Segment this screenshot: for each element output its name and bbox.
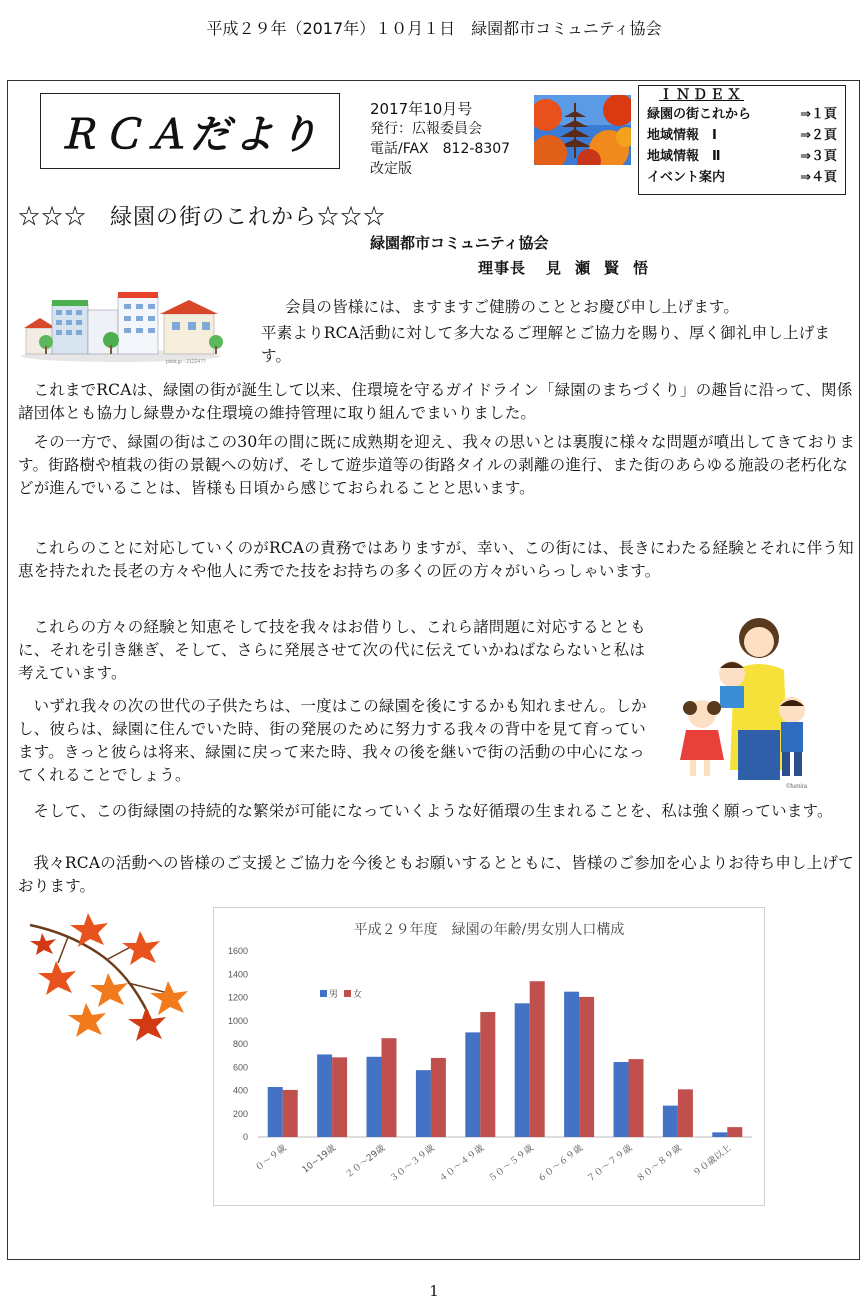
bar-女 [332, 1057, 347, 1137]
x-tick-label: ２０～29歳 [343, 1143, 388, 1181]
paragraph-children: いずれ我々の次の世代の子供たちは、一度はこの緑園を後にするかも知れません。しかし、彼らは、緑園に住んでいた時、街の発展のために努力する我々の背中を見て育っています。きっと彼らは将来、緑園に戻って来た時、我々の後を継いで街の活動の中心になってくれることでしょう。 [18, 697, 647, 784]
index-box [638, 85, 846, 195]
y-tick-label: 1200 [227, 992, 248, 1003]
bar-女 [382, 1038, 397, 1137]
legend-label: 女 [353, 990, 363, 1000]
y-tick-label: 1600 [227, 946, 248, 956]
index-item-page: ⇒４頁 [800, 170, 837, 185]
header-date-line: 平成２９年（2017年）１０月１日 緑園都市コミュニティ協会 [206, 19, 662, 38]
article-headline: ☆☆☆ 緑園の街のこれから☆☆☆ [18, 205, 387, 230]
x-tick-label: ９０歳以上 [691, 1143, 734, 1180]
bar-男 [663, 1106, 678, 1137]
bar-男 [712, 1132, 727, 1137]
x-tick-label: ８０～８９歳 [635, 1143, 684, 1185]
paragraph-closing: 我々RCAの活動への皆様のご支援とご協力を今後ともお願いするとともに、皆様のご参加を心よりお待ち申し上げております。 [18, 854, 854, 895]
bar-男 [317, 1054, 332, 1137]
bar-男 [268, 1087, 283, 1137]
maple-leaves-illustration [28, 903, 198, 1053]
bar-女 [629, 1059, 644, 1137]
issue-revision: 改定版 [370, 161, 412, 177]
bar-女 [431, 1058, 446, 1137]
index-item-label: 緑園の街これから [647, 107, 752, 122]
legend-swatch [344, 990, 351, 997]
buildings-illustration [16, 284, 226, 364]
paragraph-problems: その一方で、緑園の街はこの30年の間に既に成熟期を迎え、我々の思いとは裏腹に様々な問題が噴出してきております。街路樹や植栽の街の景観への妨げ、そして遊歩道等の街路タイルの剥離の進行、また街のあらゆる施設の老朽化などが進んでいることは、皆様も日頃から感じておられることと思います。 [18, 433, 855, 497]
chart-title: 平成２９年度 緑園の年齢/男女別人口構成 [353, 922, 625, 938]
family-credit: ©fumira [786, 784, 808, 790]
newsletter-title: ＲＣＡだより [40, 93, 340, 169]
population-chart [213, 907, 765, 1206]
bar-女 [678, 1089, 693, 1137]
bar-男 [614, 1062, 629, 1137]
y-tick-label: 600 [232, 1062, 248, 1073]
paragraph-thanks: 平素よりRCA活動に対して多大なるご理解とご協力を賜り、厚く御礼申し上げます。 [261, 324, 831, 365]
index-item-page: ⇒２頁 [800, 128, 837, 143]
paragraph-elders: これらのことに対応していくのがRCAの責務ではありますが、幸い、この街には、長きにわたる経験とそれに伴う知恵を持たれた長老の方々や他人に秀でた技をお持ちの多くの匠の方々がいらっしゃいます。 [18, 539, 854, 580]
x-tick-label: ４０～４９歳 [437, 1143, 487, 1185]
y-tick-label: 800 [232, 1039, 248, 1049]
bar-男 [515, 1003, 530, 1137]
bar-女 [727, 1127, 742, 1137]
bar-女 [530, 981, 545, 1137]
bar-男 [367, 1057, 382, 1137]
issue-info [370, 99, 510, 179]
author-title: 理事長 [478, 259, 527, 277]
index-item[interactable] [647, 146, 845, 167]
x-tick-label: ０～９歳 [254, 1143, 289, 1174]
paragraph-succession: これらの方々の経験と知恵そして技を我々はお借りし、これら諸問題に対応するとともに、それを引き継ぎ、そして、さらに発展させて次の代に伝えていかねばならないと私は考えています。 [18, 618, 646, 682]
index-item-label: イベント案内 [647, 170, 726, 185]
issue-phone: 電話/FAX 812-8307 [370, 141, 511, 157]
bar-女 [283, 1090, 298, 1137]
family-illustration [664, 610, 824, 790]
x-tick-label: 10~19歳 [300, 1143, 338, 1176]
y-tick-label: 400 [232, 1085, 248, 1096]
index-item-label: 地域情報 Ⅰ [647, 128, 717, 143]
paragraph-greeting: 会員の皆様には、ますますご健勝のこととお慶び申し上げます。 [285, 298, 740, 316]
bar-男 [465, 1032, 480, 1137]
author-name: 見瀬賢悟 [546, 259, 663, 277]
article-author [478, 257, 662, 278]
y-tick-label: 200 [232, 1108, 248, 1119]
article-org: 緑園都市コミュニティ協会 [370, 234, 549, 252]
index-item-page: ⇒３頁 [800, 149, 837, 164]
y-tick-label: 1400 [227, 969, 248, 980]
paragraph-hope: そして、この街緑園の持続的な繁栄が可能になっていくような好循環の生まれることを、私は強く願っています。 [33, 802, 833, 820]
index-heading: ＩＮＤＥＸ [659, 87, 744, 103]
x-tick-label: ６０～６９歳 [536, 1143, 585, 1185]
index-item-label: 地域情報 Ⅱ [647, 149, 721, 164]
y-tick-label: 1000 [227, 1015, 248, 1026]
bar-男 [416, 1070, 431, 1137]
index-item[interactable] [647, 125, 845, 146]
index-item[interactable] [647, 167, 845, 188]
x-tick-label: ３０～３９歳 [388, 1143, 437, 1185]
image-credit: pixta.jp - 21224?? [166, 359, 206, 364]
bar-男 [564, 992, 579, 1137]
legend-swatch [320, 990, 327, 997]
autumn-temple-image [534, 95, 631, 165]
paragraph-history: これまでRCAは、緑園の街が誕生して以来、住環境を守るガイドライン「緑園のまちづくり」の趣旨に沿って、関係諸団体とも協力し緑豊かな住環境の維持管理に取り組んでまいりました。 [18, 381, 853, 422]
index-item[interactable] [647, 104, 845, 125]
issue-month: 2017年10月号 [370, 100, 473, 118]
bar-女 [579, 997, 594, 1137]
x-tick-label: ７０～７９歳 [585, 1143, 635, 1185]
x-tick-label: ５０～５９歳 [486, 1143, 536, 1185]
bar-女 [480, 1012, 495, 1137]
page-number: 1 [429, 1282, 439, 1300]
index-item-page: ⇒１頁 [800, 107, 837, 122]
y-tick-label: 0 [242, 1132, 248, 1142]
issue-publisher: 発行：広報委員会 [370, 121, 482, 137]
legend-label: 男 [329, 990, 339, 1000]
